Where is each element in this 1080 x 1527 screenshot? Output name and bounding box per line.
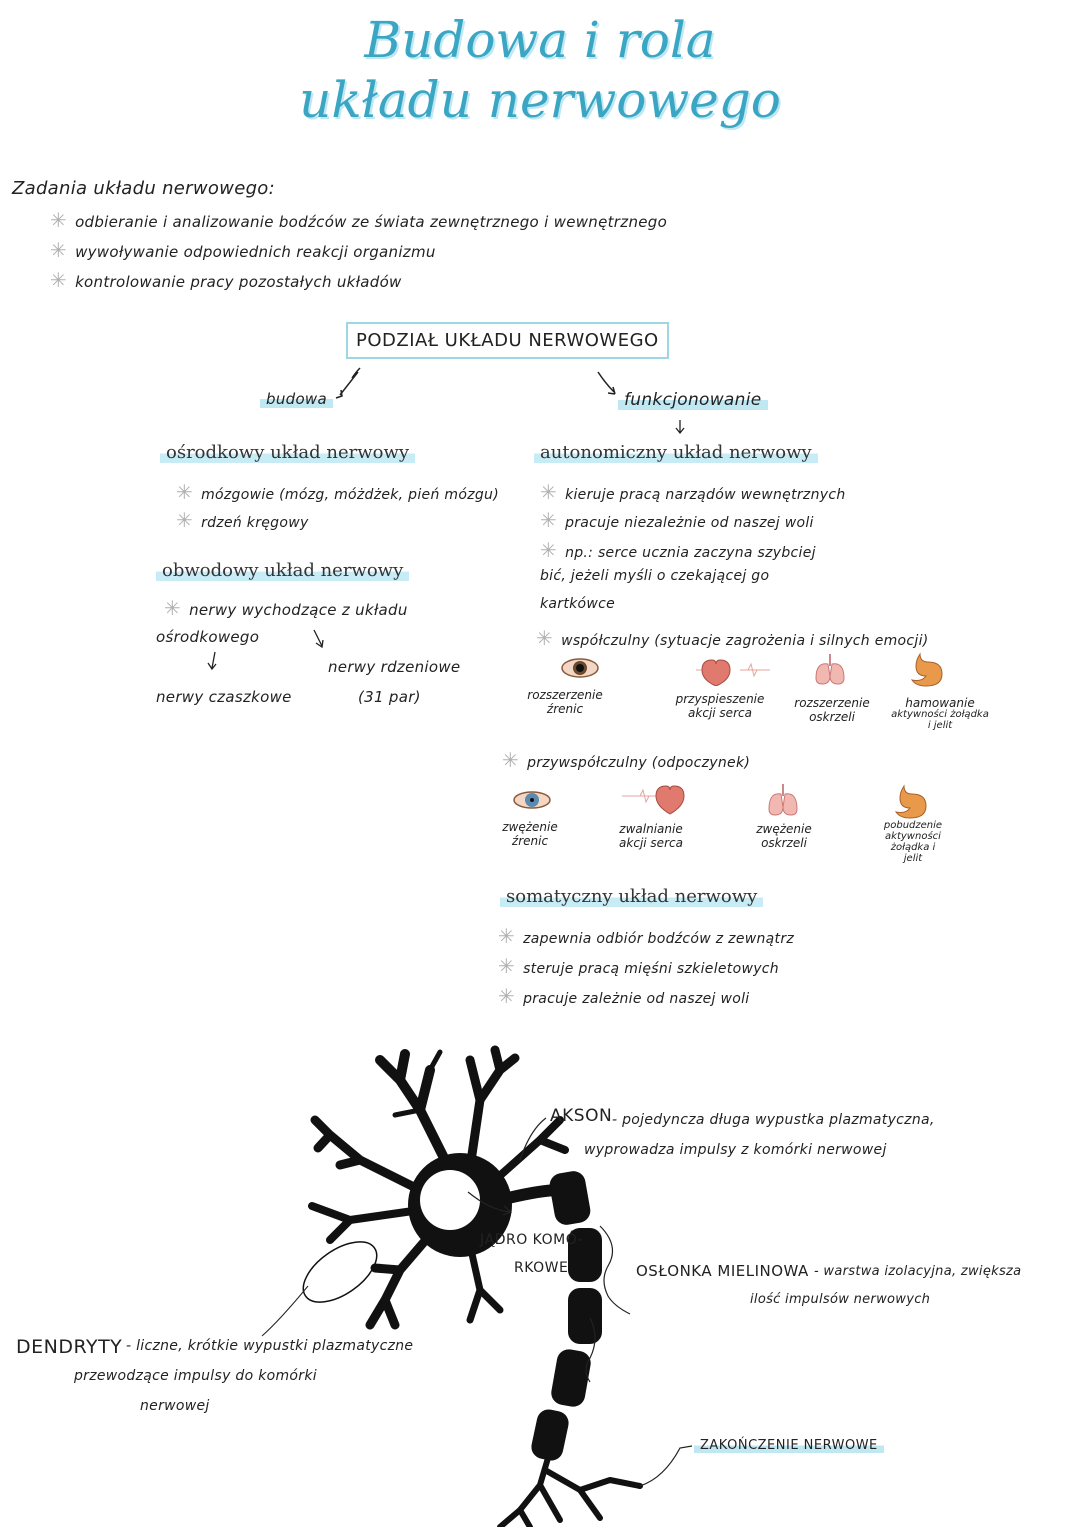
cranial-nerves: nerwy czaszkowe — [156, 688, 292, 706]
eye-icon — [512, 786, 552, 814]
myelin-label: OSŁONKA MIELINOWA — [636, 1262, 809, 1280]
akson-desc: - pojedyncza długa wypustka plazmatyczna, — [612, 1112, 935, 1128]
asterisk-icon: ✳ — [498, 984, 516, 1008]
autonomic-item-cont: kartkówce — [540, 596, 616, 612]
central-item: ✳ mózgowie (mózg, móżdżek, pień mózgu) — [176, 480, 499, 504]
nucleus — [420, 1170, 480, 1230]
tasks-heading: Zadania układu nerwowego: — [12, 178, 275, 199]
asterisk-icon: ✳ — [498, 924, 516, 948]
stomach-icon — [908, 652, 948, 688]
branch-function: funkcjonowanie — [618, 390, 768, 410]
somatic-item: ✳ pracuje zależnie od naszej woli — [498, 984, 750, 1008]
asterisk-icon: ✳ — [502, 748, 520, 772]
para-effect-stomach: pobudzenie aktywności żołądka i jelit — [883, 820, 943, 864]
sympathetic-heading: ✳ współczulny (sytuacje zagrożenia i silnych emocji) — [536, 626, 929, 650]
heart-icon — [620, 780, 690, 816]
autonomic-heading: autonomiczny układ nerwowy — [534, 442, 818, 463]
lungs-icon — [812, 652, 848, 686]
asterisk-icon: ✳ — [536, 626, 554, 650]
peripheral-item-cont: ośrodkowego — [156, 628, 260, 646]
eye-icon — [560, 654, 600, 682]
asterisk-icon: ✳ — [164, 596, 182, 620]
division-box: PODZIAŁ UKŁADU NERWOWEGO — [346, 322, 669, 359]
akson-desc: wyprowadza impulsy z komórki nerwowej — [584, 1142, 887, 1158]
branch-structure: budowa — [260, 390, 333, 408]
task-item: ✳ kontrolowanie pracy pozostałych układów — [50, 268, 402, 292]
autonomic-item: ✳ pracuje niezależnie od naszej woli — [540, 508, 814, 532]
somatic-item: ✳ steruje pracą mięśni szkieletowych — [498, 954, 779, 978]
spinal-nerves-count: (31 par) — [358, 688, 421, 706]
central-heading: ośrodkowy układ nerwowy — [160, 442, 415, 463]
task-item: ✳ odbieranie i analizowanie bodźców ze świata zewnętrznego i wewnętrznego — [50, 208, 668, 232]
autonomic-item: ✳ kieruje pracą narządów wewnętrznych — [540, 480, 846, 504]
central-item: ✳ rdzeń kręgowy — [176, 508, 309, 532]
para-effect-eye: zwężenie źrenic — [502, 820, 558, 848]
asterisk-icon: ✳ — [498, 954, 516, 978]
myelin-desc: - warstwa izolacyjna, zwiększa — [814, 1264, 1022, 1279]
asterisk-icon: ✳ — [540, 480, 558, 504]
asterisk-icon: ✳ — [540, 508, 558, 532]
para-effect-heart: zwalnianie akcji serca — [619, 822, 683, 850]
somatic-heading: somatyczny układ nerwowy — [500, 886, 763, 907]
asterisk-icon: ✳ — [176, 480, 194, 504]
nucleus-label: RKOWE — [514, 1260, 569, 1276]
myelin-desc: ilość impulsów nerwowych — [750, 1292, 931, 1307]
spinal-nerves: nerwy rdzeniowe — [328, 658, 461, 676]
page-title-line2: układu nerwowego — [299, 71, 781, 129]
symp-effect-eye: rozszerzenie źrenic — [527, 688, 603, 716]
task-item: ✳ wywoływanie odpowiednich reakcji organizmu — [50, 238, 436, 262]
peripheral-heading: obwodowy układ nerwowy — [156, 560, 409, 581]
symp-effect-lungs: rozszerzenie oskrzeli — [794, 696, 870, 724]
dendrites-desc: nerwowej — [140, 1398, 210, 1414]
dendrites-label: DENDRYTY — [16, 1336, 123, 1358]
asterisk-icon: ✳ — [50, 238, 68, 262]
nucleus-label: JĄDRO KOMÓ- — [480, 1232, 584, 1248]
asterisk-icon: ✳ — [50, 208, 68, 232]
page-title-line1: Budowa i rola — [364, 11, 716, 69]
para-effect-lungs: zwężenie oskrzeli — [756, 822, 812, 850]
autonomic-item: ✳ np.: serce ucznia zaczyna szybciej — [540, 538, 816, 562]
dendrites-desc: - liczne, krótkie wypustki plazmatyczne — [126, 1338, 414, 1354]
symp-effect-heart: przyspieszenie akcji serca — [675, 692, 765, 720]
asterisk-icon: ✳ — [176, 508, 194, 532]
stomach-icon — [892, 784, 932, 820]
nerve-ending-label: ZAKOŃCZENIE NERWOWE — [694, 1438, 884, 1453]
autonomic-item-cont: bić, jeżeli myśli o czekającej go — [540, 568, 770, 584]
dendrites-desc: przewodzące impulsy do komórki — [74, 1368, 317, 1384]
symp-effect-stomach: hamowanie aktywności żołądka i jelit — [891, 696, 989, 731]
asterisk-icon: ✳ — [50, 268, 68, 292]
peripheral-item: ✳ nerwy wychodzące z układu — [164, 596, 408, 620]
parasympathetic-heading: ✳ przywspółczulny (odpoczynek) — [502, 748, 751, 772]
somatic-item: ✳ zapewnia odbiór bodźców z zewnątrz — [498, 924, 795, 948]
heart-icon — [692, 654, 772, 686]
asterisk-icon: ✳ — [540, 538, 558, 562]
lungs-icon — [764, 782, 802, 818]
akson-label: AKSON — [550, 1106, 613, 1126]
